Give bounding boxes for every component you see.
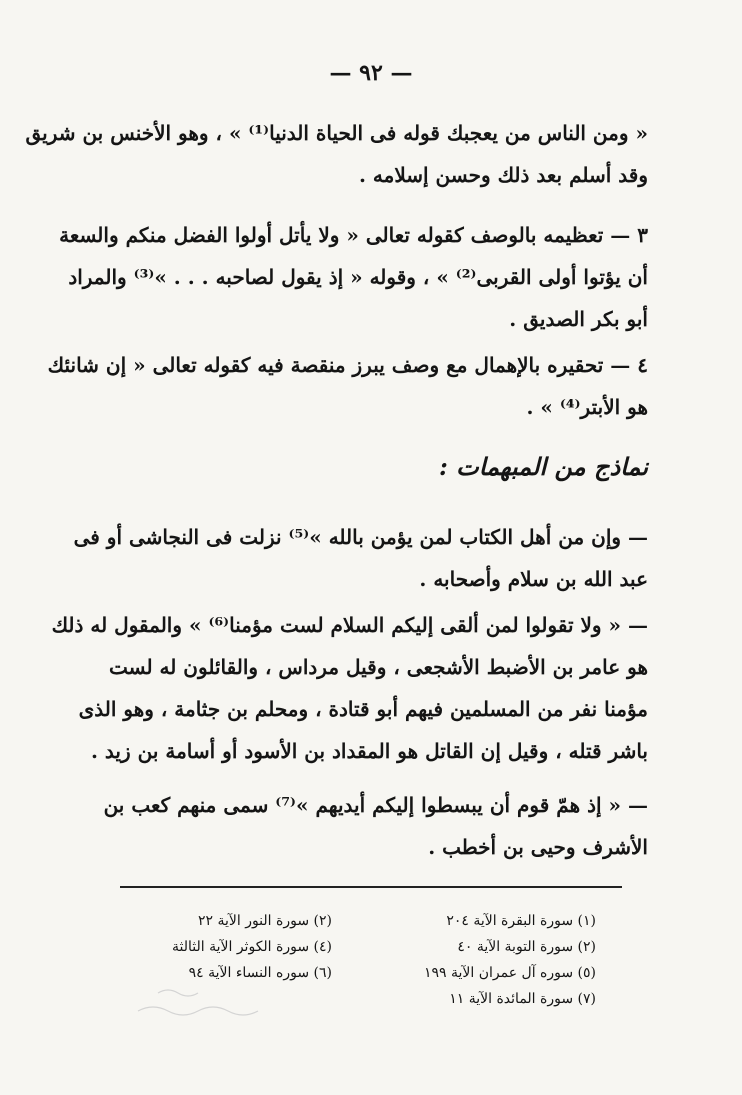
footnote-4: (٤) سورة الكوثر الآية الثالثة [172,939,332,955]
paragraph-3 [47,344,648,428]
paragraph-1 [25,112,648,196]
example-1 [73,516,648,600]
text-line: أن يؤتوا أولى القربى⁽²⁾ » ، وقوله « إذ يقول لصاحبه . . . »⁽³⁾ والمراد [68,265,648,289]
example-2 [51,604,648,772]
text-line: أبو بكر الصديق . [509,307,648,331]
footnote-6: (٦) سوره النساء الآية ٩٤ [188,965,332,981]
footnote-1: (١) سورة البقرة الآية ٢٠٤ [446,913,596,929]
footnotes-left-column [172,908,332,986]
footnote-divider [120,886,622,888]
text-line: — « إذ همّ قوم أن يبسطوا إليكم أيديهم »⁽⁷⁾ سمى منهم كعب بن [103,793,648,817]
bleed-through-mark [128,985,298,1025]
paragraph-2 [59,214,648,340]
page-number: — ٩٢ — [329,60,413,86]
text-line: ٤ — تحقيره بالإهمال مع وصف يبرز منقصة فيه كقوله تعالى « إن شانئك [47,353,648,377]
text-line: — « ولا تقولوا لمن ألقى إليكم السلام لست مؤمنا⁽⁶⁾ » والمقول له ذلك [51,613,648,637]
text-line: وقد أسلم بعد ذلك وحسن إسلامه . [358,163,648,187]
example-3 [103,784,648,868]
text-line: « ومن الناس من يعجبك قوله فى الحياة الدنيا⁽¹⁾ » ، وهو الأخنس بن شريق [25,121,648,145]
footnote-7: (٧) سورة المائدة الآية ١١ [449,991,596,1007]
footnote-5: (٥) سوره آل عمران الآية ١٩٩ [423,965,596,981]
text-line: عبد الله بن سلام وأصحابه . [419,567,648,591]
text-line: — وإن من أهل الكتاب لمن يؤمن بالله »⁽⁵⁾ نزلت فى النجاشى أو فى [73,525,648,549]
text-line: مؤمنا نفر من المسلمين فيهم أبو قتادة ، ومحلم بن جثامة ، وهو الذى [78,697,648,721]
text-line: هو عامر بن الأضبط الأشجعى ، وقيل مرداس ، والقائلون له لست [108,655,648,679]
footnotes-right-column [424,908,596,1012]
footnote-2: (٢) سورة النور الآية ٢٢ [197,913,332,929]
text-line: ٣ — تعظيمه بالوصف كقوله تعالى « ولا يأتل أولوا الفضل منكم والسعة [59,223,648,247]
text-line: هو الأبتر⁽⁴⁾ » . [526,395,648,419]
section-heading: نماذج من المبهمات : [438,452,648,481]
text-line: باشر قتله ، وقيل إن القاتل هو المقداد بن الأسود أو أسامة بن زيد . [90,739,648,763]
text-line: الأشرف وحيى بن أخطب . [428,835,648,859]
footnote-3: (٢) سورة التوبة الآية ٤٠ [457,939,596,955]
